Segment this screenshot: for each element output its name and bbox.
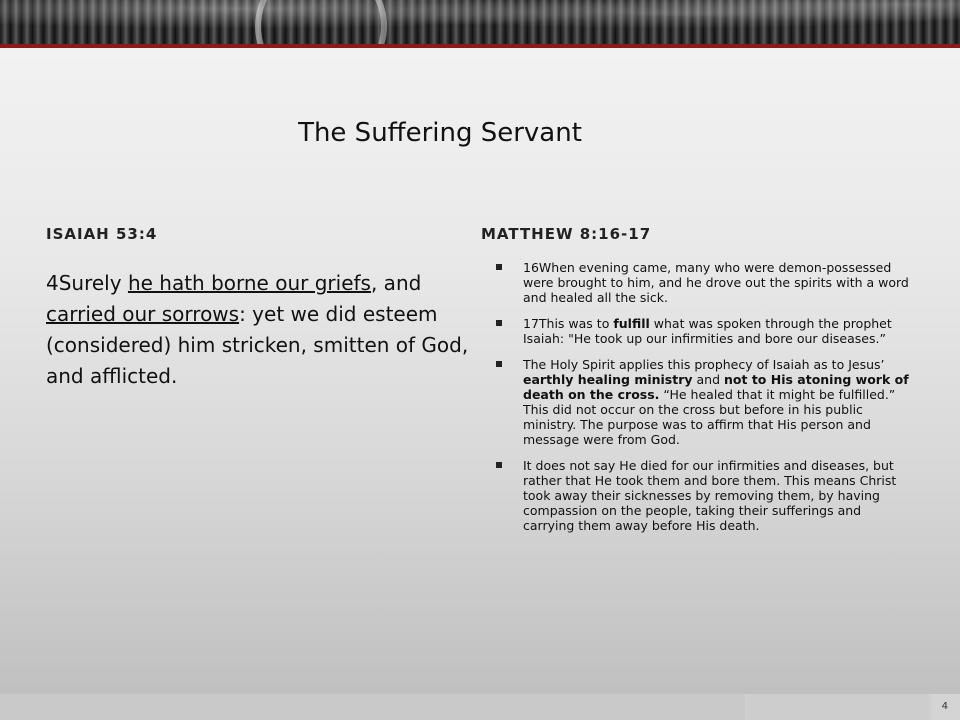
square-bullet-icon <box>496 462 502 468</box>
slide-title: The Suffering Servant <box>298 118 582 148</box>
underlined-phrase: carried our sorrows <box>46 302 240 326</box>
bullet-item: It does not say He died for our infirmities and diseases, but rather that He took them and bore them. This means Christ took away their sicknesses by removing them, by having compassion on the people, taking their sufferings and carrying them away before His death. <box>496 458 916 533</box>
bullet-item: The Holy Spirit applies this prophecy of Isaiah as to Jesus’ earthly healing ministry and not to His atoning work of death on the cross. “He healed that it might be fulfilled.” This did not occur on the cross but before in his public ministry. The purpose was to affirm that His person and message were from God. <box>496 357 916 447</box>
footer-bar <box>0 694 960 720</box>
bullet-item: 17This was to fulfill what was spoken through the prophet Isaiah: "He took up our infirmities and bore our diseases.” <box>496 316 916 346</box>
square-bullet-icon <box>496 264 502 270</box>
right-column-heading: MATTHEW 8:16-17 <box>481 225 652 243</box>
isaiah-verse-text: 4Surely he hath borne our griefs, and carried our sorrows: yet we did esteem (considered) him stricken, smitten of God, and afflicted. <box>46 271 469 388</box>
left-column-heading: ISAIAH 53:4 <box>46 225 158 243</box>
square-bullet-icon <box>496 320 502 326</box>
square-bullet-icon <box>496 361 502 367</box>
header-banner-image <box>0 0 960 44</box>
bullet-item: 16When evening came, many who were demon-possessed were brought to him, and he drove out the spirits with a word and healed all the sick. <box>496 260 916 305</box>
matthew-bullet-list <box>496 260 916 544</box>
underlined-phrase: he hath borne our griefs <box>127 271 371 295</box>
page-number: 4 <box>941 701 948 712</box>
accent-line <box>0 44 960 48</box>
